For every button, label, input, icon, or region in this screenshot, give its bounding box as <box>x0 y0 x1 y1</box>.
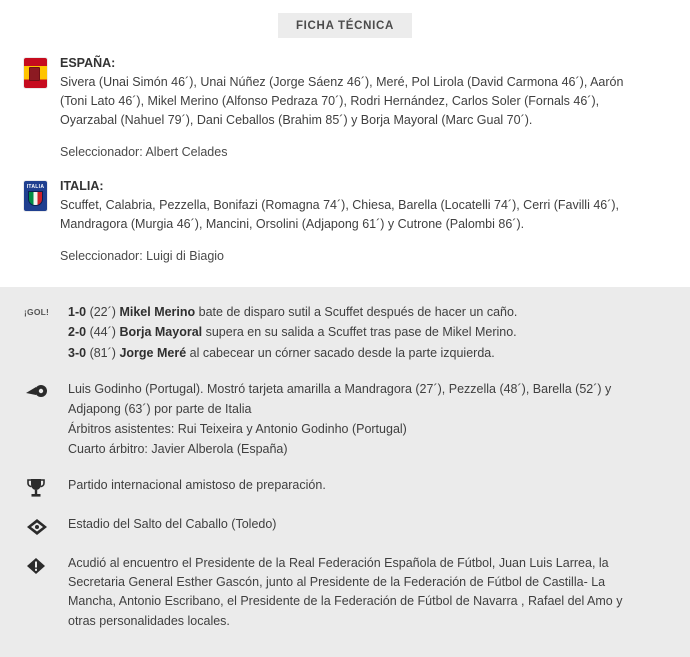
goal-scorer: Mikel Merino <box>119 305 196 319</box>
goal-minute: (81´) <box>89 345 116 360</box>
team-name-spain: ESPAÑA: <box>60 56 116 70</box>
lineups-section <box>0 38 690 275</box>
notes-row <box>24 554 666 632</box>
whistle-icon <box>24 381 50 401</box>
referees-row <box>24 380 666 460</box>
referees-text <box>68 380 666 460</box>
goal-minute: (44´) <box>89 325 116 340</box>
goal-item <box>68 303 652 322</box>
goal-description: bate de disparo sutil a Scuffet después de hacer un caño. <box>198 305 518 319</box>
main-referee: Luis Godinho (Portugal). Mostró tarjeta amarilla a Mandragora (27´), Pezzella (48´), Barella (52´) y Adjapong (63´) por parte de Italia <box>68 382 612 416</box>
stadium-icon <box>24 516 50 538</box>
fourth-referee: Cuarto árbitro: Javier Alberola (España) <box>68 442 288 457</box>
competition-text: Partido internacional amistoso de preparación. <box>68 477 326 492</box>
icon-column <box>24 554 68 577</box>
team-players-italy: Scuffet, Calabria, Pezzella, Bonifazi (Romagna 74´), Chiesa, Barella (Locatelli 74´), Cerri (Favilli 46´), Mandragora (Murgia 46´), Mancini, Orsolini (Adjapong 61´) y Cutrone (Palombi 86´). <box>60 198 620 231</box>
goal-item <box>68 323 652 342</box>
stadium-row <box>24 515 666 538</box>
team-coach-spain: Seleccionador: Albert Celades <box>60 145 228 159</box>
notes-text: Acudió al encuentro el Presidente de la Real Federación Española de Fútbol, Juan Luis Larrea, la Secretaria General Esther Gascón, junto al Presidente de la Federación de Fútbol de Castilla- La Mancha, Antonio Escribano, el Presidente de la Federación de Fútbol de Navarra , Rafael del Amo y otras personalidades locales. <box>68 555 623 628</box>
goals-row <box>24 303 666 364</box>
goal-description: al cabecear un córner sacado desde la parte izquierda. <box>189 345 495 360</box>
trophy-icon <box>24 477 48 499</box>
goal-score: 3-0 <box>68 345 87 360</box>
goal-item <box>68 344 652 363</box>
team-players-spain: Sivera (Unai Simón 46´), Unai Núñez (Jorge Sáenz 46´), Meré, Pol Lirola (David Carmona 46´), Aarón (Toni Lato 46´), Mikel Merino (Alfonso Pedraza 70´), Rodri Hernández, Carlos Soler (Fornals 46´), Oyarzabal (Nahuel 79´), Dani Ceballos (Brahim 85´) y Borja Mayoral (Marc Gual 70´). <box>60 75 624 127</box>
icon-column <box>24 380 68 401</box>
stadium-text: Estadio del Salto del Caballo (Toledo) <box>68 516 277 531</box>
icon-column <box>24 515 68 538</box>
team-text-italy <box>60 179 666 267</box>
italy-crest-icon <box>24 181 47 211</box>
icon-column <box>24 303 68 317</box>
goal-scorer: Jorge Meré <box>119 345 187 360</box>
goal-scorer: Borja Mayoral <box>119 325 203 340</box>
goal-description: supera en su salida a Scuffet tras pase de Mikel Merino. <box>205 325 517 340</box>
crest-column <box>24 56 60 88</box>
info-icon <box>24 555 48 577</box>
competition-row <box>24 476 666 499</box>
page-title: FICHA TÉCNICA <box>278 13 412 38</box>
team-name-italy: ITALIA: <box>60 179 104 193</box>
spain-crest-icon <box>24 58 47 88</box>
assistant-referees: Árbitros asistentes: Rui Teixeira y Antonio Godinho (Portugal) <box>68 421 407 436</box>
goal-label: ¡GOL! <box>24 307 50 317</box>
goal-score: 2-0 <box>68 325 87 340</box>
crest-column <box>24 179 60 211</box>
italy-crest-label: ITALIA <box>26 184 45 190</box>
team-block-italy <box>24 179 666 267</box>
header-bar <box>0 0 690 38</box>
section-spacer <box>24 165 666 179</box>
italy-crest-shield <box>28 191 43 206</box>
team-block-spain <box>24 56 666 163</box>
goals-list <box>68 303 666 364</box>
icon-column <box>24 476 68 499</box>
match-details-panel <box>0 287 690 657</box>
goal-score: 1-0 <box>68 305 87 319</box>
goal-minute: (22´) <box>89 305 116 319</box>
team-text-spain <box>60 56 666 163</box>
team-coach-italy: Seleccionador: Luigi di Biagio <box>60 249 224 263</box>
